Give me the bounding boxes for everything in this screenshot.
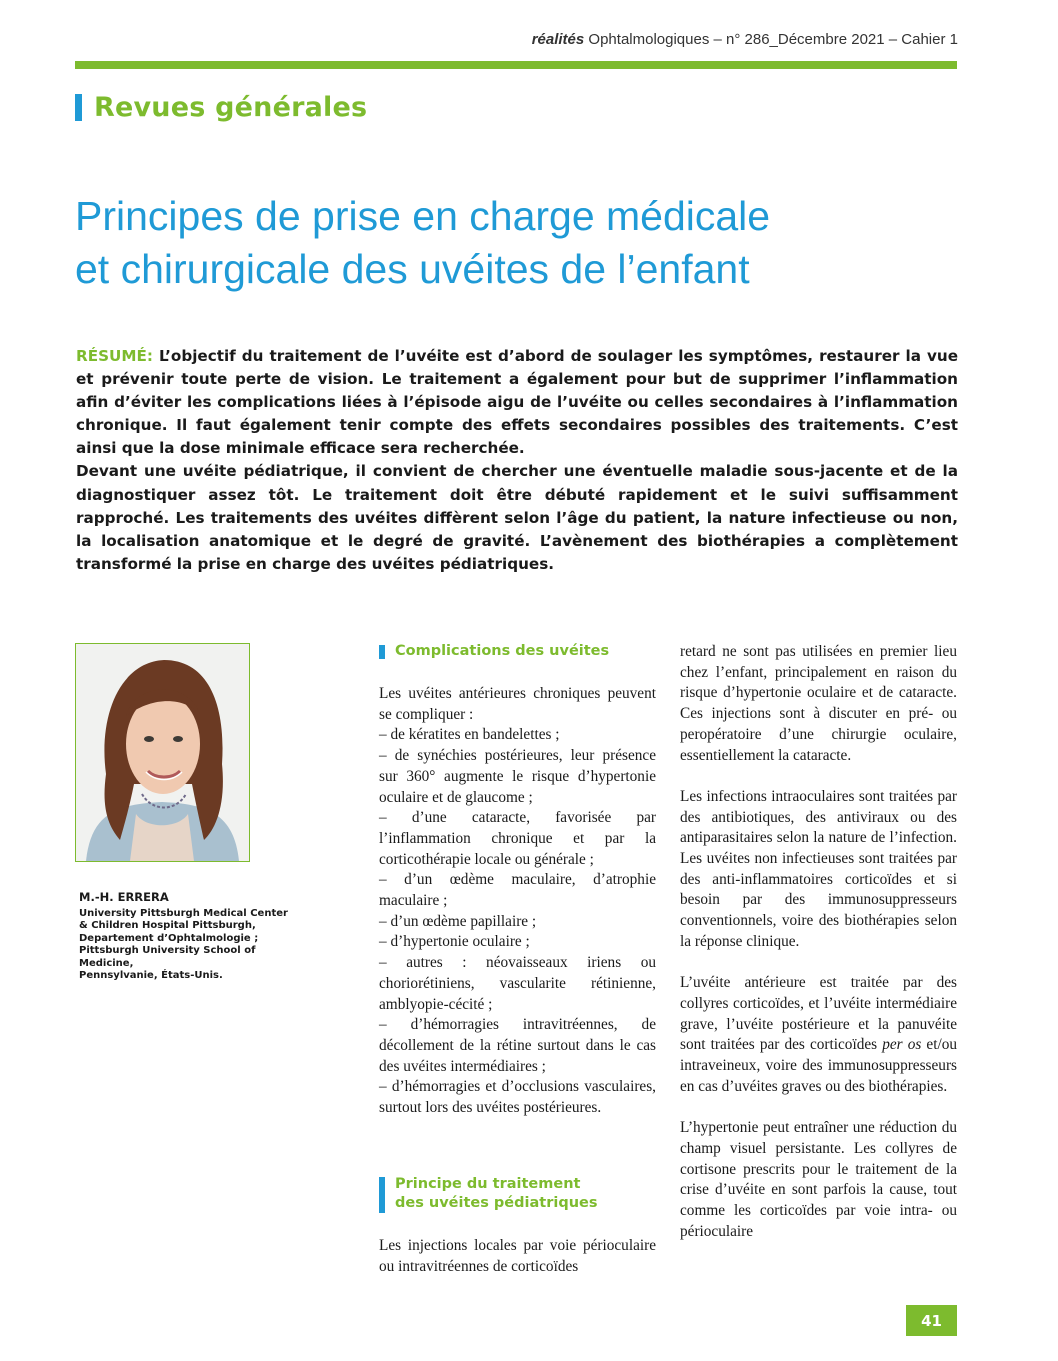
page-number: 41 — [906, 1305, 957, 1336]
paragraph-text: L’uvéite antérieure est traitée par des collyres corticoïdes, et l’uvéite intermédiaire grave, l’uvéite postérieure et la panuvéite sont traitées par des corticoïdes — [680, 974, 957, 1054]
list-item: – autres : néovaisseaux iriens ou choriorétiniens, vascularite rétinienne, amblyopie-cécité ; — [379, 954, 656, 1013]
subheading-text: Complications des uvéites — [395, 643, 610, 659]
section-label-text: Revues générales — [94, 92, 368, 123]
list-item: – d’un œdème maculaire, d’atrophie maculaire ; — [379, 871, 656, 910]
abstract-text-1: L’objectif du traitement de l’uvéite est d’abord de soulager les symptômes, restaurer la vue et prévenir toute perte de vision. Le traitement a également pour but de supprimer l’inflammation afin d’éviter les complications liées à l’épisode aigu de l’uvéite ou celles secondaires à l’inflammation chronique. Il faut également tenir compte des effets secondaires possibles des traitements. C’est ainsi que la dose minimale efficace sera recherchée. — [76, 347, 959, 458]
paragraph — [680, 973, 957, 1097]
abstract — [76, 345, 958, 576]
paragraph: retard ne sont pas utilisées en premier lieu chez l’enfant, principalement en raison du risque d’hypertonie oculaire et de cataracte. Ces injections sont à discuter en pré- ou peropératoire d’une chirurgie oculaire, essentiellement la cataracte. — [680, 643, 957, 764]
subheading-marker — [379, 645, 385, 659]
subheading-line-1: Principe du traitement — [395, 1176, 581, 1192]
subheading-marker — [379, 1177, 385, 1213]
section-label — [75, 92, 367, 123]
article-title-line-2: et chirurgicale des uvéites de l’enfant — [75, 246, 750, 292]
paragraph: L’hypertonie peut entraîner une réduction du champ visuel persistante. Les collyres de cortisone prescrits pour le traitement de la crise d’uvéite en sont parfois la cause, tout comme les corticoïdes par voie intra- ou périoculaire — [680, 1119, 957, 1240]
list-item: – de synéchies postérieures, leur présence sur 360° augmente le risque d’hypertonie oculaire et de glaucome ; — [379, 747, 656, 806]
list-item: – d’un œdème papillaire ; — [379, 912, 537, 930]
column-1-continuation — [379, 1236, 656, 1277]
abstract-paragraph-2: Devant une uvéite pédiatrique, il convient de chercher une éventuelle maladie sous-jacente et de la diagnostiquer assez tôt. Le traitement doit être débuté rapidement et le suivi suffisamment rapproché. Les traitements des uvéites diffèrent selon l’âge du patient, la nature infectieuse ou non, la localisation anatomique et le degré de gravité. L’avènement des biothérapies a complètement transformé la prise en charge des uvéites pédiatriques. — [76, 462, 958, 573]
author-affiliation-5: Pennsylvanie, États-Unis. — [79, 970, 223, 981]
author-name: M.-H. ERRERA — [79, 890, 169, 904]
author-photo — [75, 643, 250, 862]
list-item: – d’hémorragies et d’occlusions vasculaires, surtout lors des uvéites postérieures. — [379, 1078, 656, 1117]
subheading-complications — [379, 642, 609, 661]
complications-intro: Les uvéites antérieures chroniques peuvent se compliquer : — [379, 685, 656, 723]
list-item: – de kératites en bandelettes ; — [379, 726, 560, 744]
article-title — [75, 190, 975, 296]
journal-brand: réalités — [531, 31, 585, 48]
author-affiliation-2: & Children Hospital Pittsburgh, — [79, 920, 256, 931]
article-title-line-1: Principes de prise en charge médicale — [75, 193, 771, 239]
column-2-body — [680, 642, 957, 1242]
paragraph-text: et/ou intraveineux, voire des immunosuppresseurs en cas d’uvéites graves ou des biothérapies. — [680, 1036, 957, 1095]
list-item: – d’hémorragies intravitréennes, de décollement de la rétine surtout dans le cas des uvéites intermédiaires ; — [379, 1016, 656, 1075]
list-item: – d’hypertonie oculaire ; — [379, 933, 530, 951]
author-block — [79, 891, 309, 983]
abstract-paragraph-1 — [76, 345, 958, 460]
paragraph: Les infections intraoculaires sont traitées par des antibiotiques, des antiviraux ou des antiparasitaires selon la nature de l’infection. Les uvéites non infectieuses sont traitées par des anti-inflammatoires corticoïdes et si besoin par des immunosuppresseurs conventionnels, voire des biothérapies selon la réponse clinique. — [680, 787, 957, 950]
list-item: – d’une cataracte, favorisée par l’inflammation chronique et par la corticothérapie locale ou générale ; — [379, 809, 656, 868]
subheading-text — [395, 1175, 597, 1213]
italic-term: per os — [882, 1036, 922, 1054]
header-rule — [75, 61, 957, 69]
author-affiliation-1: University Pittsburgh Medical Center — [79, 907, 288, 919]
abstract-label: RÉSUMÉ: — [76, 347, 153, 365]
section-marker — [75, 94, 82, 121]
treatment-paragraph: Les injections locales par voie périoculaire ou intravitréennes de corticoïdes — [379, 1237, 656, 1275]
subheading-line-2: des uvéites pédiatriques — [395, 1195, 598, 1211]
column-1-body — [379, 684, 656, 1119]
running-header — [532, 31, 958, 48]
author-portrait-image — [76, 644, 249, 861]
journal-issue: Ophtalmologiques – n° 286_Décembre 2021 – Cahier 1 — [588, 31, 958, 48]
subheading-treatment — [379, 1175, 597, 1213]
author-affiliation-4: Pittsburgh University School of Medicine, — [79, 945, 256, 969]
author-affiliation-3: Departement d’Ophtalmologie ; — [79, 932, 259, 944]
